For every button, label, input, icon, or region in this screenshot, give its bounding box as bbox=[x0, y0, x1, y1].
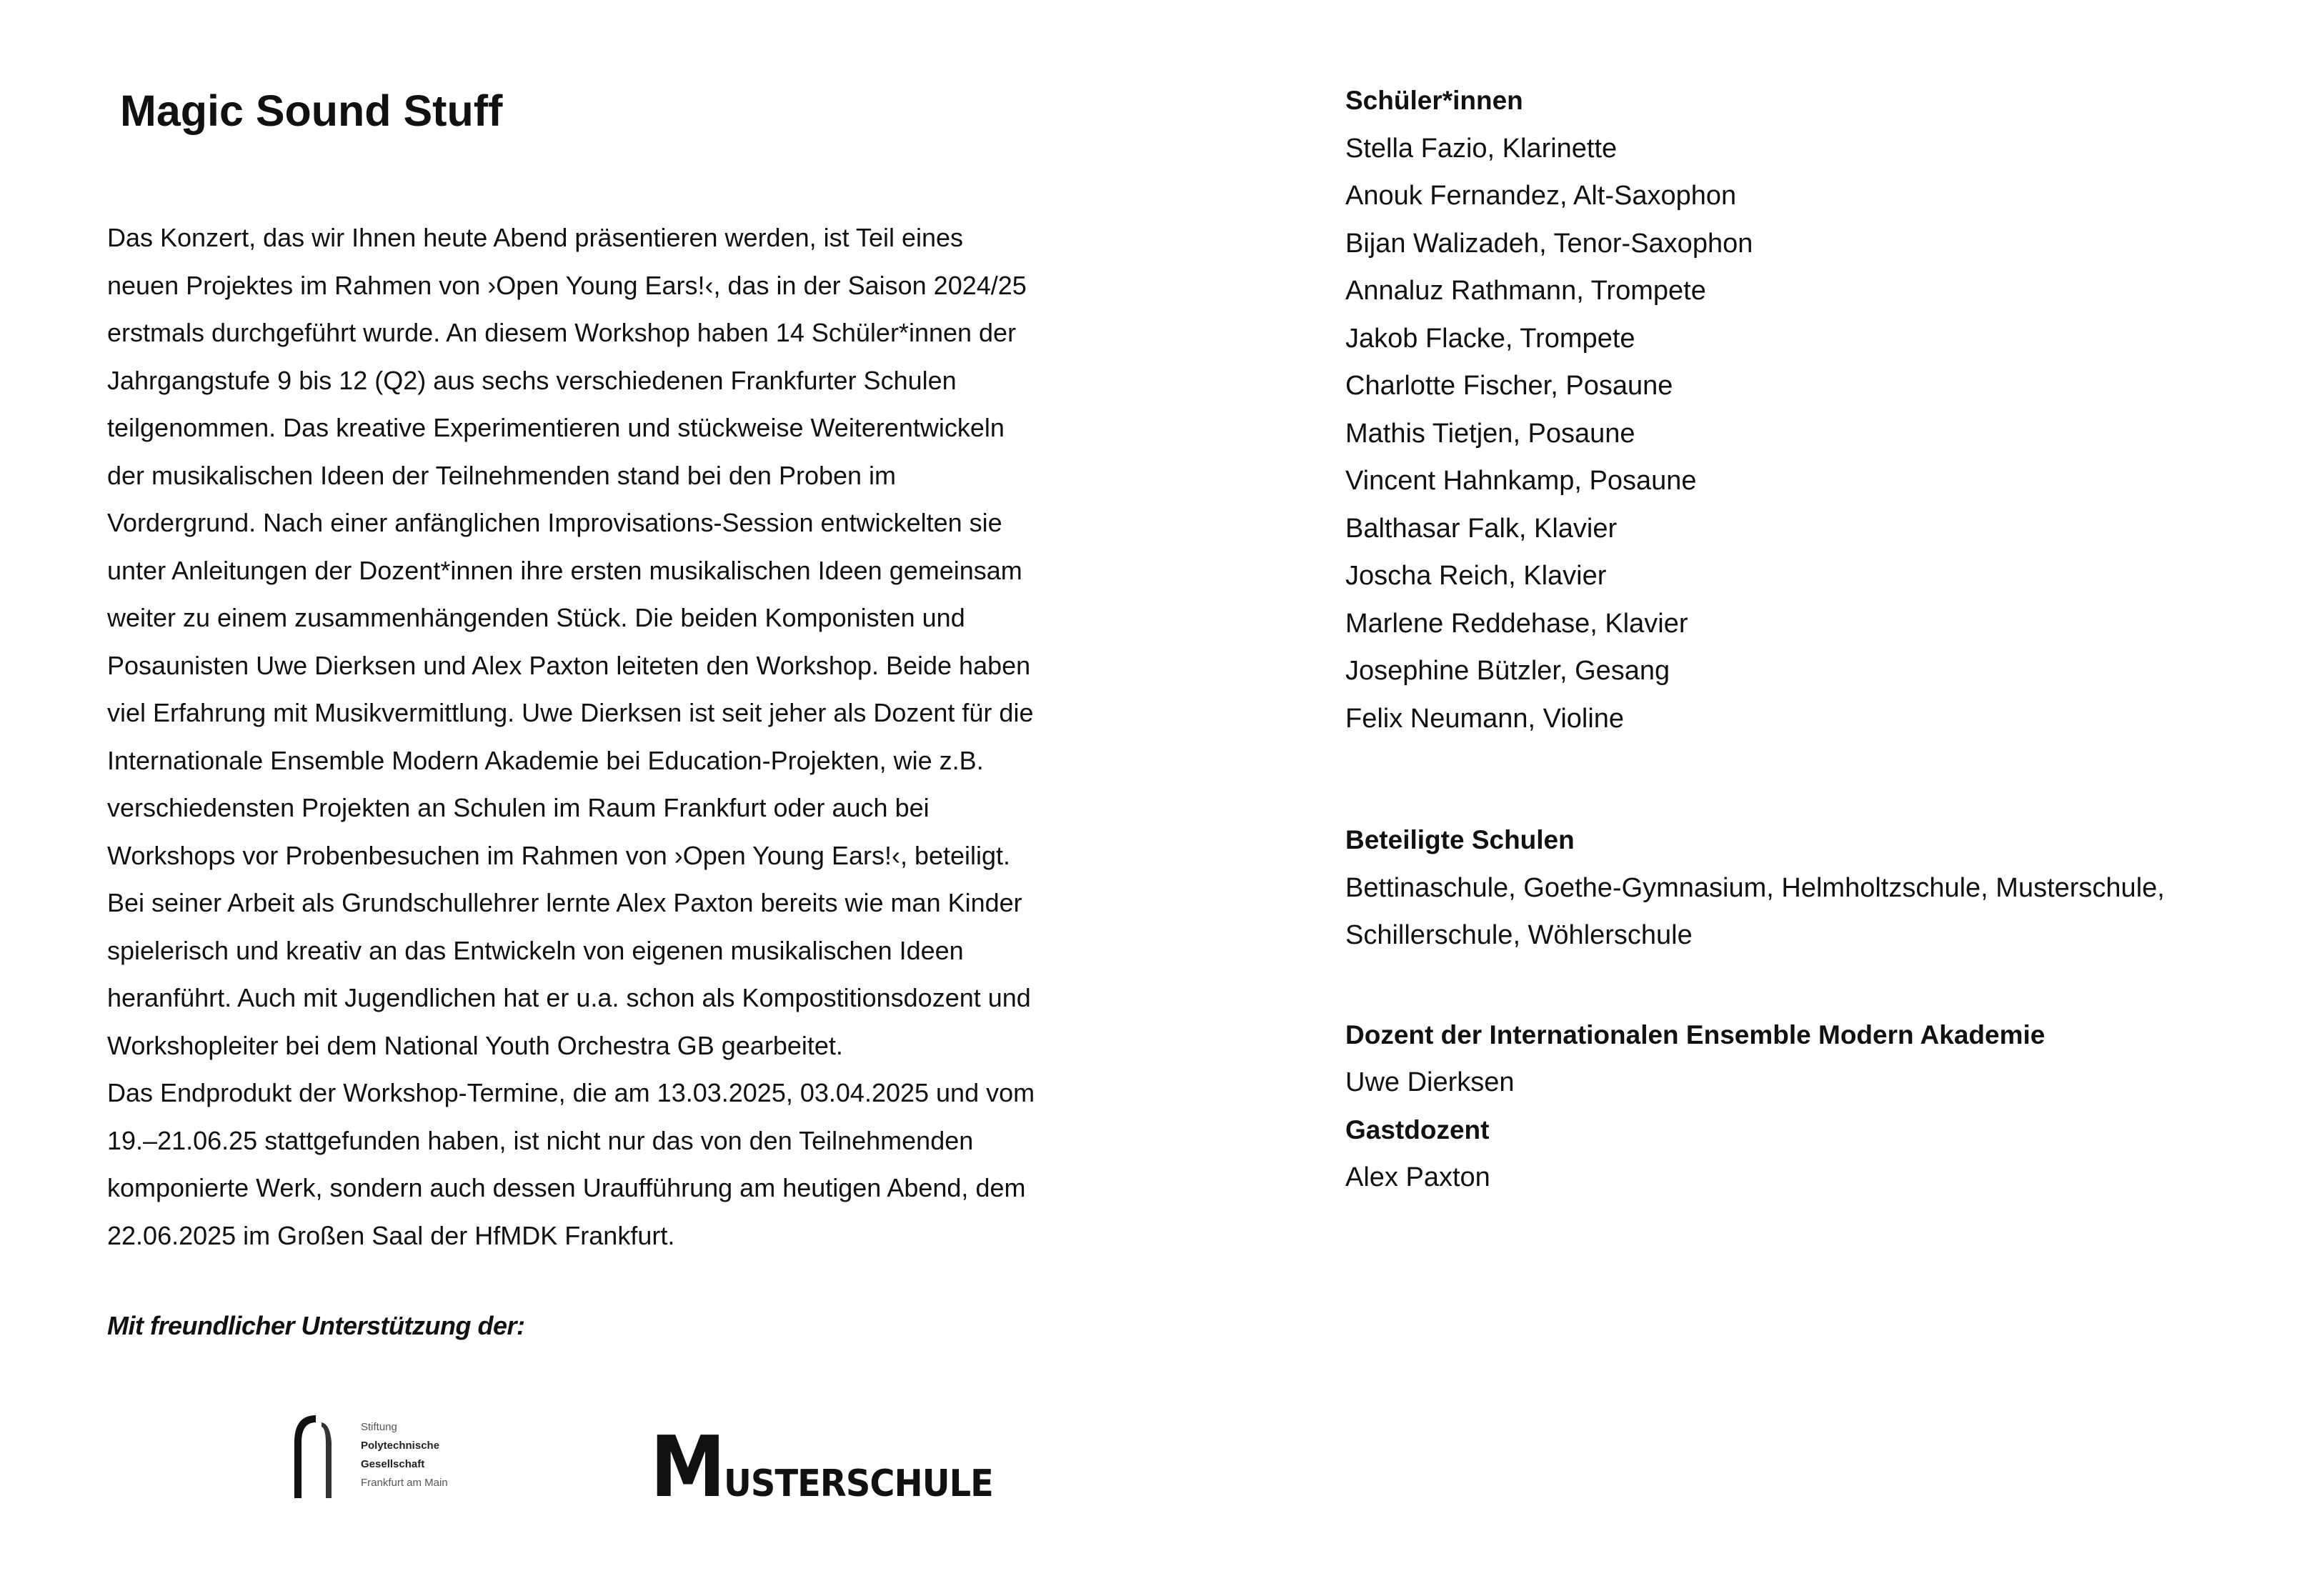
dozent-name: Uwe Dierksen bbox=[1345, 1067, 1515, 1097]
students-heading: Schüler*innen bbox=[1345, 86, 1523, 115]
list-item: Felix Neumann, Violine bbox=[1345, 703, 1625, 734]
intro-line: weiter zu einem zusammenhängenden Stück. Die beiden Komponisten und bbox=[107, 603, 965, 632]
intro-line: spielerisch und kreativ an das Entwickeln von eigenen musikalischen Ideen bbox=[107, 935, 964, 965]
list-item: Stella Fazio, Klarinette bbox=[1345, 133, 1618, 164]
stiftung-wordmark bbox=[361, 1418, 448, 1492]
list-item: Marlene Reddehase, Klavier bbox=[1345, 608, 1688, 639]
intro-line: erstmals durchgeführt wurde. An diesem Workshop haben 14 Schüler*innen der bbox=[107, 318, 1017, 347]
intro-line: neuen Projektes im Rahmen von ›Open Young Ears!‹, das in der Saison 2024/25 bbox=[107, 270, 1027, 300]
schools-line: Bettinaschule, Goethe-Gymnasium, Helmholtzschule, Musterschule, bbox=[1345, 872, 2165, 903]
list-item: Bijan Walizadeh, Tenor-Saxophon bbox=[1345, 228, 1753, 259]
schools-section bbox=[1345, 817, 2260, 959]
musterschule-logo bbox=[650, 1417, 1017, 1516]
intro-line: Internationale Ensemble Modern Akademie bei Education-Projekten, wie z.B. bbox=[107, 745, 984, 775]
intro-line: unter Anleitungen der Dozent*innen ihre ersten musikalischen Ideen gemeinsam bbox=[107, 555, 1022, 585]
list-item: Balthasar Falk, Klavier bbox=[1345, 513, 1618, 544]
list-item: Jakob Flacke, Trompete bbox=[1345, 323, 1635, 354]
intro-line: 19.–21.06.25 stattgefunden haben, ist nicht nur das von den Teilnehmenden bbox=[107, 1125, 974, 1155]
support-caption: Mit freundlicher Unterstützung der: bbox=[107, 1311, 525, 1340]
sponsor-logos bbox=[279, 1411, 994, 1516]
list-item: Vincent Hahnkamp, Posaune bbox=[1345, 466, 1697, 496]
arch-icon bbox=[284, 1411, 349, 1504]
intro-line: Das Endprodukt der Workshop-Termine, die am 13.03.2025, 03.04.2025 und vom bbox=[107, 1078, 1035, 1107]
left-column bbox=[107, 86, 1122, 1341]
musterschule-wordmark: USTERSCHULE bbox=[724, 1462, 994, 1505]
schools-line: Schillerschule, Wöhlerschule bbox=[1345, 919, 1693, 950]
list-item: Anouk Fernandez, Alt-Saxophon bbox=[1345, 181, 1737, 211]
gast-name: Alex Paxton bbox=[1345, 1162, 1490, 1192]
intro-line: verschiedensten Projekten an Schulen im Raum Frankfurt oder auch bei bbox=[107, 793, 930, 822]
stiftung-line: Polytechnische bbox=[361, 1440, 440, 1452]
gast-heading: Gastdozent bbox=[1345, 1114, 1490, 1144]
student-list bbox=[1345, 125, 2260, 743]
page-title: Magic Sound Stuff bbox=[120, 86, 503, 135]
list-item: Joscha Reich, Klavier bbox=[1345, 561, 1607, 591]
schools-list bbox=[1345, 864, 2260, 959]
intro-line: Bei seiner Arbeit als Grundschullehrer lernte Alex Paxton bereits wie man Kinder bbox=[107, 888, 1022, 917]
intro-line: teilgenommen. Das kreative Experimentieren und stückweise Weiterentwickeln bbox=[107, 413, 1005, 442]
intro-line: Das Konzert, das wir Ihnen heute Abend präsentieren werden, ist Teil eines bbox=[107, 223, 964, 252]
list-item: Annaluz Rathmann, Trompete bbox=[1345, 276, 1706, 306]
musterschule-initial: M bbox=[650, 1417, 726, 1516]
dozent-heading: Dozent der Internationalen Ensemble Modern Akademie bbox=[1345, 1019, 2046, 1049]
intro-line: viel Erfahrung mit Musikvermittlung. Uwe Dierksen ist seit jeher als Dozent für die bbox=[107, 698, 1034, 727]
intro-line: der musikalischen Ideen der Teilnehmenden stand bei den Proben im bbox=[107, 460, 897, 490]
intro-paragraph bbox=[107, 214, 1122, 1260]
stiftung-line: Stiftung bbox=[361, 1421, 397, 1433]
intro-line: Posaunisten Uwe Dierksen und Alex Paxton leiteten den Workshop. Beide haben bbox=[107, 650, 1031, 680]
intro-line: Jahrgangstufe 9 bis 12 (Q2) aus sechs verschiedenen Frankfurter Schulen bbox=[107, 365, 957, 395]
list-item: Charlotte Fischer, Posaune bbox=[1345, 371, 1673, 401]
schools-heading: Beteiligte Schulen bbox=[1345, 825, 1575, 854]
intro-line: 22.06.2025 im Großen Saal der HfMDK Frankfurt. bbox=[107, 1220, 675, 1250]
intro-line: heranführt. Auch mit Jugendlichen hat er u.a. schon als Kompostitionsdozent und bbox=[107, 983, 1031, 1012]
intro-line: Vordergrund. Nach einer anfänglichen Improvisations-Session entwickelten sie bbox=[107, 508, 1002, 537]
dozent-section bbox=[1345, 1012, 2260, 1202]
intro-line: Workshops vor Probenbesuchen im Rahmen von ›Open Young Ears!‹, beteiligt. bbox=[107, 840, 1011, 870]
intro-line: Workshopleiter bei dem National Youth Orchestra GB gearbeitet. bbox=[107, 1030, 843, 1060]
intro-line: komponierte Werk, sondern auch dessen Uraufführung am heutigen Abend, dem bbox=[107, 1173, 1026, 1202]
stiftung-logo bbox=[279, 1411, 507, 1504]
list-item: Mathis Tietjen, Posaune bbox=[1345, 418, 1635, 449]
stiftung-line: Gesellschaft bbox=[361, 1458, 425, 1470]
right-column bbox=[1345, 77, 2260, 1202]
stiftung-line: Frankfurt am Main bbox=[361, 1477, 448, 1489]
list-item: Josephine Bützler, Gesang bbox=[1345, 656, 1670, 686]
